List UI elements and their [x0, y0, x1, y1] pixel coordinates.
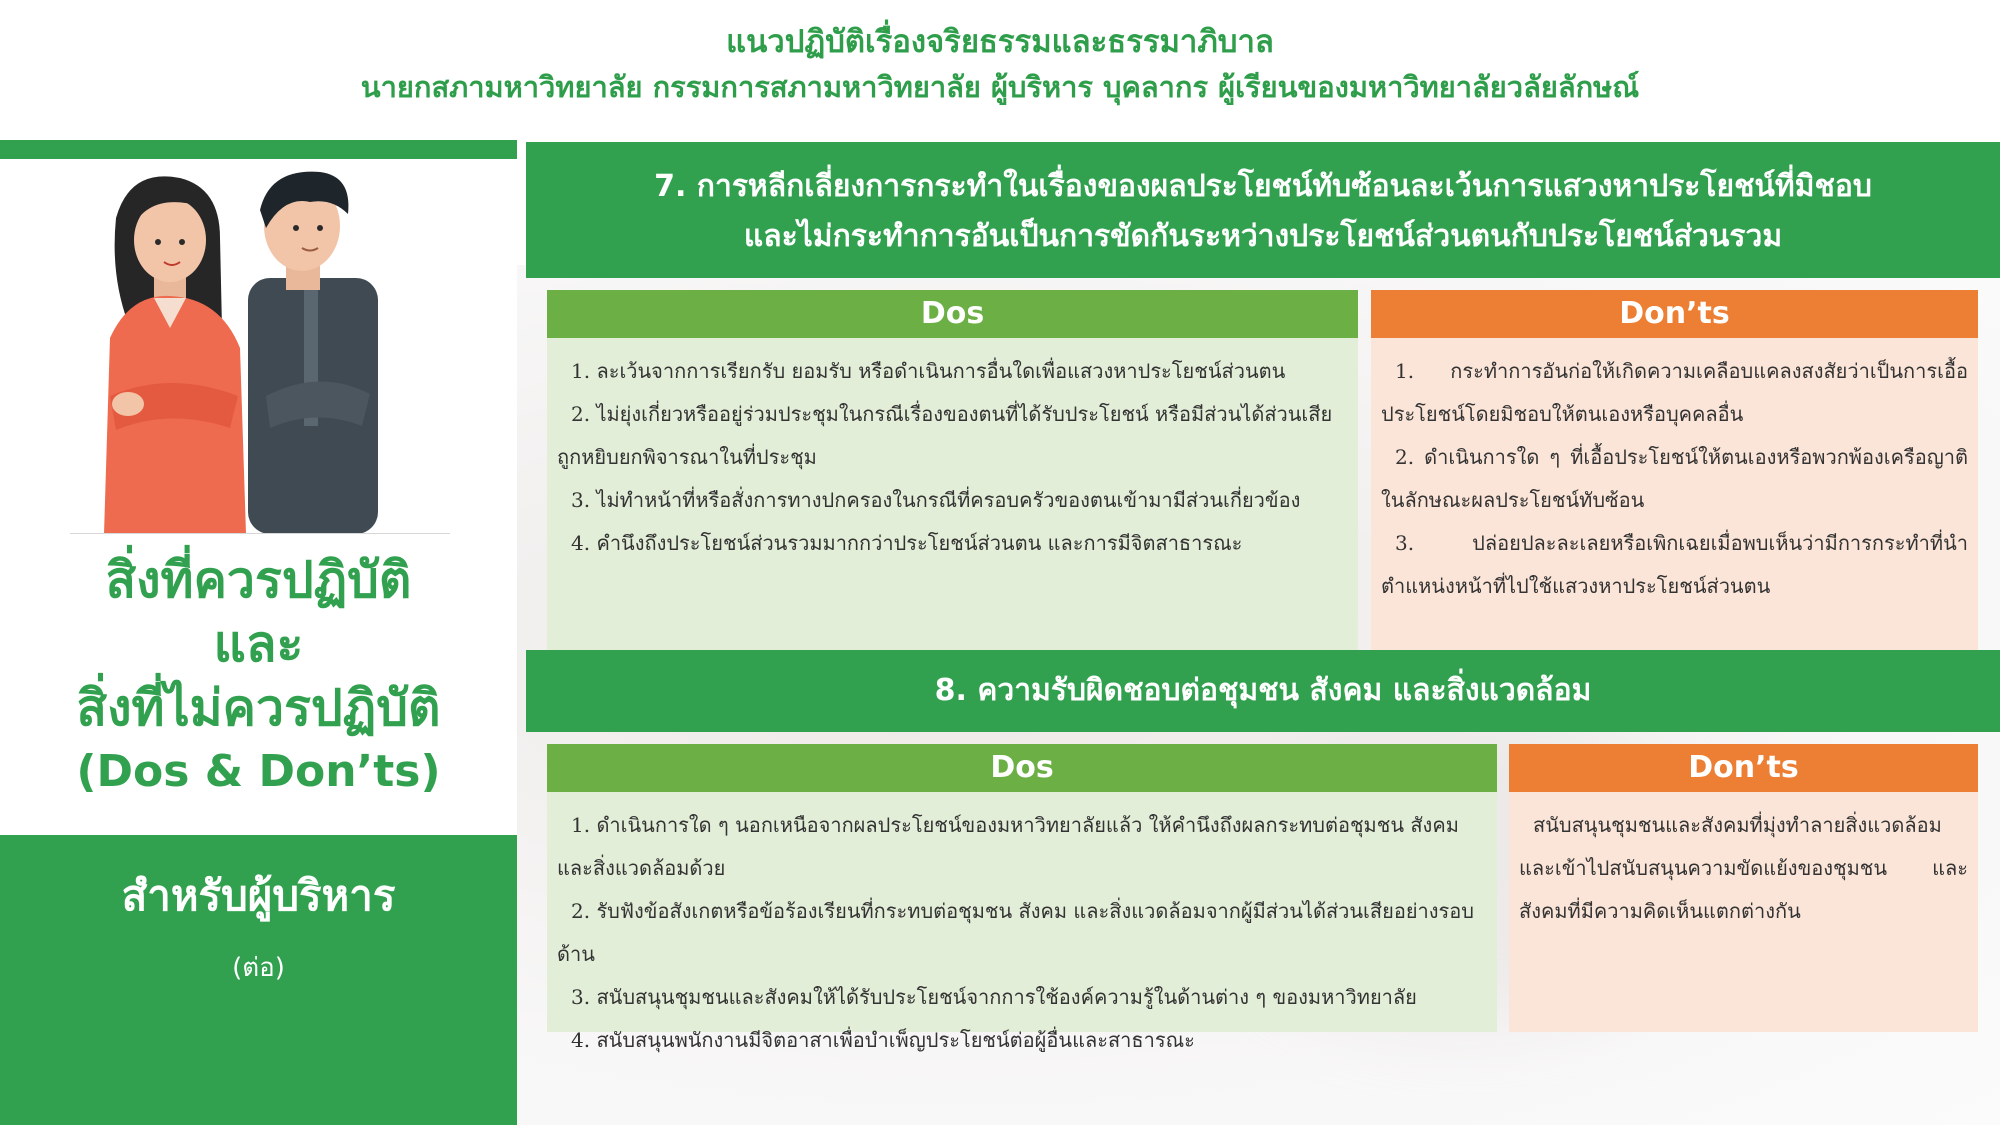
left-title-line1: สิ่งที่ควรปฏิบัติ [105, 551, 412, 609]
section7-dos-body [547, 338, 1358, 678]
section7-header [526, 142, 2000, 278]
section7-donts-panel [1371, 290, 1978, 678]
section7-donts-item: 2. ดำเนินการใด ๆ ที่เอื้อประโยชน์ให้ตนเองหรือพวกพ้องเครือญาติ ในลักษณะผลประโยชน์ทับซ้อน [1381, 445, 1968, 512]
left-panel [0, 140, 517, 1125]
header-title: แนวปฏิบัติเรื่องจริยธรรมและธรรมาภิบาล [726, 24, 1274, 60]
header-subtitle: นายกสภามหาวิทยาลัย กรรมการสภามหาวิทยาลัย ผู้บริหาร บุคลากร ผู้เรียนของมหาวิทยาลัยวลัยลักษณ์ [360, 70, 1640, 104]
section8-donts-item: สนับสนุนชุมชนและสังคมที่มุ่งทำลายสิ่งแวดล้อม และเข้าไปสนับสนุนความขัดแย้งของชุมชน และสังคมที่มีความคิดเห็นแตกต่างกัน [1519, 813, 1968, 923]
section8-dos-body [547, 792, 1497, 1052]
section7-dos-panel [547, 290, 1358, 678]
section7-title-line1: 7. การหลีกเลี่ยงการกระทำในเรื่องของผลประโยชน์ทับซ้อนละเว้นการแสวงหาประโยชน์ที่มิชอบ [654, 169, 1872, 204]
left-top-bar [0, 140, 517, 159]
business-people-illustration-icon [70, 158, 450, 534]
section8-dos-header: Dos [547, 744, 1497, 792]
section7-donts-header: Don’ts [1371, 290, 1978, 338]
section8-donts-panel [1509, 744, 1978, 1032]
section7-donts-body [1371, 338, 1978, 678]
section8-dos-item: 4. สนับสนุนพนักงานมีจิตอาสาเพื่อบำเพ็ญประโยชน์ต่อผู้อื่นและสาธารณะ [571, 1028, 1195, 1052]
left-title [0, 548, 517, 804]
section7-donts-item: 3. ปล่อยปละละเลยหรือเพิกเฉยเมื่อพบเห็นว่ามีการกระทำที่นำตำแหน่งหน้าที่ไปใช้แสวงหาประโยชน์ส่วนตน [1381, 531, 1968, 598]
section7-dos-item: 2. ไม่ยุ่งเกี่ยวหรืออยู่ร่วมประชุมในกรณีเรื่องของตนที่ได้รับประโยชน์ หรือมีส่วนได้ส่วนเสียถูกหยิบยกพิจารณาในที่ประชุม [557, 402, 1333, 469]
left-title-line3: สิ่งที่ไม่ควรปฏิบัติ [76, 679, 441, 737]
section7-donts-item: 1. กระทำการอันก่อให้เกิดความเคลือบแคลงสงสัยว่าเป็นการเอื้อประโยชน์โดยมิชอบให้ตนเองหรือบุคคลอื่น [1381, 359, 1968, 426]
section7-dos-item: 3. ไม่ทำหน้าที่หรือสั่งการทางปกครองในกรณีที่ครอบครัวของตนเข้ามามีส่วนเกี่ยวข้อง [571, 488, 1301, 512]
left-audience-box [0, 835, 517, 1125]
left-title-line2: และ [213, 615, 304, 673]
left-title-line4: (Dos & Don’ts) [76, 746, 441, 797]
section8-donts-header: Don’ts [1509, 744, 1978, 792]
section8-dos-item: 2. รับฟังข้อสังเกตหรือข้อร้องเรียนที่กระทบต่อชุมชน สังคม และสิ่งแวดล้อมจากผู้มีส่วนได้ส่วนเสียอย่างรอบด้าน [557, 899, 1474, 966]
section7-dos-item: 1. ละเว้นจากการเรียกรับ ยอมรับ หรือดำเนินการอื่นใดเพื่อแสวงหาประโยชน์ส่วนตน [571, 359, 1286, 383]
section8-donts-body [1509, 792, 1978, 1032]
audience-label: สำหรับผู้บริหาร [121, 871, 396, 920]
section8-dos-panel [547, 744, 1497, 1052]
section8-dos-item: 1. ดำเนินการใด ๆ นอกเหนือจากผลประโยชน์ของมหาวิทยาลัยแล้ว ให้คำนึงถึงผลกระทบต่อชุมชน สังคมและสิ่งแวดล้อมด้วย [557, 813, 1459, 880]
section8-dos-item: 3. สนับสนุนชุมชนและสังคมให้ได้รับประโยชน์จากการใช้องค์ความรู้ในด้านต่าง ๆ ของมหาวิทยาลัย [571, 985, 1417, 1009]
section7-title-line2: และไม่กระทำการอันเป็นการขัดกันระหว่างประโยชน์ส่วนตนกับประโยชน์ส่วนรวม [743, 219, 1783, 254]
section8-title: 8. ความรับผิดชอบต่อชุมชน สังคม และสิ่งแวดล้อม [934, 673, 1592, 708]
page-header [0, 20, 2000, 110]
section7-dos-item: 4. คำนึงถึงประโยชน์ส่วนรวมมากกว่าประโยชน์ส่วนตน และการมีจิตสาธารณะ [571, 531, 1243, 555]
section7-dos-header: Dos [547, 290, 1358, 338]
continued-label: (ต่อ) [232, 953, 285, 983]
section8-header [526, 650, 2000, 732]
